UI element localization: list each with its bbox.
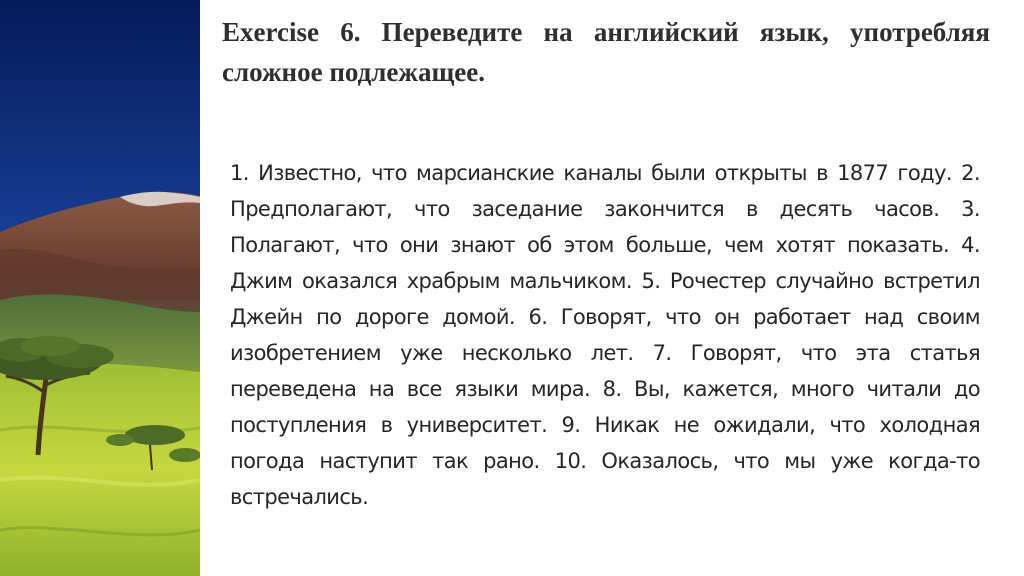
savanna-mountain-photo	[0, 0, 200, 576]
exercise-title: Exercise 6. Переведите на английский язык, употребляя сложное подлежащее.	[222, 17, 990, 87]
exercise-sentences: 1. Известно, что марсианские каналы были открыты в 1877 году. 2. Предполагают, что заседание закончится в десять часов. 3. Полагают, что они знают об этом больше, чем хотят показать. 4. Джим оказался храбрым мальчиком. 5. Рочестер случайно встретил Джейн по дороге домой. 6. Говорят, что он работает над своим изобретением уже несколько лет. 7. Говорят, что эта статья переведена на все языки мира. 8. Вы, кажется, много читали до поступления в университет. 9. Никак не ожидали, что холодная погода наступит так рано. 10. Оказалось, что мы уже когда-то встречались.	[230, 161, 980, 509]
